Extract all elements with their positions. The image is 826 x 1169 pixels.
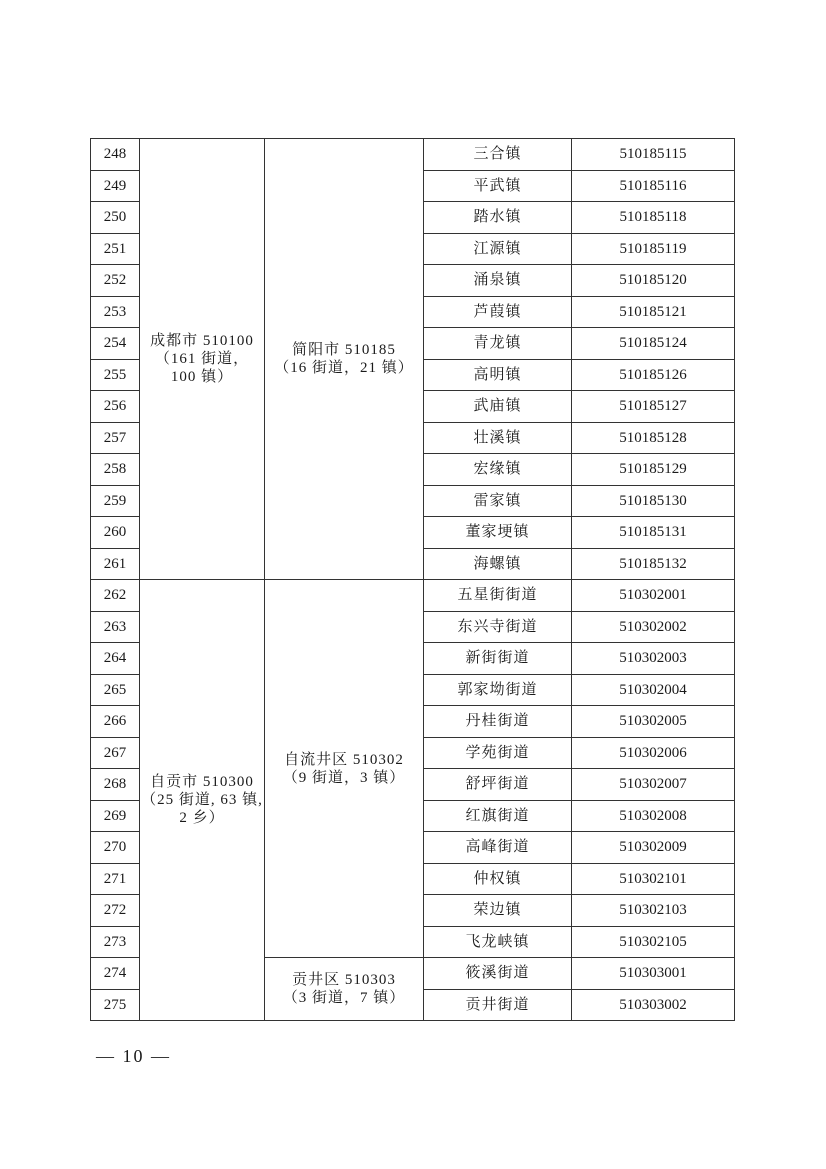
seq-cell: 263 [91, 611, 140, 643]
code-cell: 510185129 [572, 454, 735, 486]
seq-cell: 270 [91, 832, 140, 864]
code-cell: 510302001 [572, 580, 735, 612]
town-cell: 仲权镇 [424, 863, 572, 895]
town-cell: 壮溪镇 [424, 422, 572, 454]
code-cell: 510185127 [572, 391, 735, 423]
town-cell: 高峰街道 [424, 832, 572, 864]
county-cell [265, 139, 424, 580]
city-line2: （161 街道， [154, 351, 250, 367]
county-line1: 贡井区 510303 [292, 972, 396, 988]
town-cell: 三合镇 [424, 139, 572, 171]
county-line2: （3 街道，7 镇） [282, 990, 406, 1006]
code-cell: 510185132 [572, 548, 735, 580]
seq-cell: 265 [91, 674, 140, 706]
seq-cell: 258 [91, 454, 140, 486]
town-cell: 荣边镇 [424, 895, 572, 927]
town-cell: 董家埂镇 [424, 517, 572, 549]
seq-cell: 253 [91, 296, 140, 328]
town-cell: 海螺镇 [424, 548, 572, 580]
code-cell: 510302101 [572, 863, 735, 895]
town-cell: 青龙镇 [424, 328, 572, 360]
town-cell: 武庙镇 [424, 391, 572, 423]
seq-cell: 275 [91, 989, 140, 1021]
table-row [91, 139, 735, 171]
seq-cell: 252 [91, 265, 140, 297]
city-cell [140, 139, 265, 580]
seq-cell: 261 [91, 548, 140, 580]
town-cell: 江源镇 [424, 233, 572, 265]
code-cell: 510302007 [572, 769, 735, 801]
seq-cell: 266 [91, 706, 140, 738]
city-line3: 2 乡） [179, 810, 225, 826]
seq-cell: 262 [91, 580, 140, 612]
seq-cell: 264 [91, 643, 140, 675]
code-cell: 510185115 [572, 139, 735, 171]
code-cell: 510302003 [572, 643, 735, 675]
code-cell: 510302009 [572, 832, 735, 864]
city-line3: 100 镇） [170, 369, 234, 385]
code-cell: 510302006 [572, 737, 735, 769]
seq-cell: 272 [91, 895, 140, 927]
town-cell: 学苑街道 [424, 737, 572, 769]
seq-cell: 257 [91, 422, 140, 454]
town-cell: 红旗街道 [424, 800, 572, 832]
city-line1: 成都市 510100 [150, 333, 254, 349]
table-body [91, 139, 735, 1021]
town-cell: 东兴寺街道 [424, 611, 572, 643]
seq-cell: 259 [91, 485, 140, 517]
code-cell: 510303001 [572, 958, 735, 990]
city-cell [140, 580, 265, 1021]
town-cell: 贡井街道 [424, 989, 572, 1021]
county-cell [265, 958, 424, 1021]
town-cell: 郭家坳街道 [424, 674, 572, 706]
town-cell: 筱溪街道 [424, 958, 572, 990]
seq-cell: 267 [91, 737, 140, 769]
code-cell: 510185130 [572, 485, 735, 517]
town-cell: 踏水镇 [424, 202, 572, 234]
city-line1: 自贡市 510300 [150, 774, 254, 790]
town-cell: 五星街街道 [424, 580, 572, 612]
county-line1: 简阳市 510185 [292, 342, 396, 358]
code-cell: 510185118 [572, 202, 735, 234]
town-cell: 雷家镇 [424, 485, 572, 517]
seq-cell: 248 [91, 139, 140, 171]
code-cell: 510303002 [572, 989, 735, 1021]
code-cell: 510302002 [572, 611, 735, 643]
code-cell: 510302105 [572, 926, 735, 958]
county-line2: （9 街道，3 镇） [282, 769, 406, 786]
seq-cell: 274 [91, 958, 140, 990]
town-cell: 宏缘镇 [424, 454, 572, 486]
code-cell: 510302004 [572, 674, 735, 706]
town-cell: 芦葭镇 [424, 296, 572, 328]
town-cell: 新街街道 [424, 643, 572, 675]
table-row [91, 580, 735, 612]
code-cell: 510185124 [572, 328, 735, 360]
seq-cell: 254 [91, 328, 140, 360]
town-cell: 高明镇 [424, 359, 572, 391]
county-line1: 自流井区 510302 [284, 751, 404, 768]
seq-cell: 269 [91, 800, 140, 832]
seq-cell: 250 [91, 202, 140, 234]
seq-cell: 260 [91, 517, 140, 549]
town-cell: 舒坪街道 [424, 769, 572, 801]
seq-cell: 273 [91, 926, 140, 958]
seq-cell: 249 [91, 170, 140, 202]
code-cell: 510185131 [572, 517, 735, 549]
admin-division-table [90, 138, 735, 1021]
code-cell: 510302008 [572, 800, 735, 832]
city-line2: （25 街道, 63 镇, [141, 792, 263, 808]
county-cell [265, 580, 424, 958]
seq-cell: 271 [91, 863, 140, 895]
county-line2: （16 街道，21 镇） [274, 360, 414, 376]
code-cell: 510185126 [572, 359, 735, 391]
page-number: — 10 — [96, 1046, 171, 1066]
town-cell: 平武镇 [424, 170, 572, 202]
code-cell: 510185121 [572, 296, 735, 328]
code-cell: 510302005 [572, 706, 735, 738]
code-cell: 510185119 [572, 233, 735, 265]
code-cell: 510302103 [572, 895, 735, 927]
town-cell: 涌泉镇 [424, 265, 572, 297]
code-cell: 510185120 [572, 265, 735, 297]
seq-cell: 256 [91, 391, 140, 423]
seq-cell: 268 [91, 769, 140, 801]
code-cell: 510185128 [572, 422, 735, 454]
town-cell: 飞龙峡镇 [424, 926, 572, 958]
seq-cell: 251 [91, 233, 140, 265]
town-cell: 丹桂街道 [424, 706, 572, 738]
seq-cell: 255 [91, 359, 140, 391]
code-cell: 510185116 [572, 170, 735, 202]
